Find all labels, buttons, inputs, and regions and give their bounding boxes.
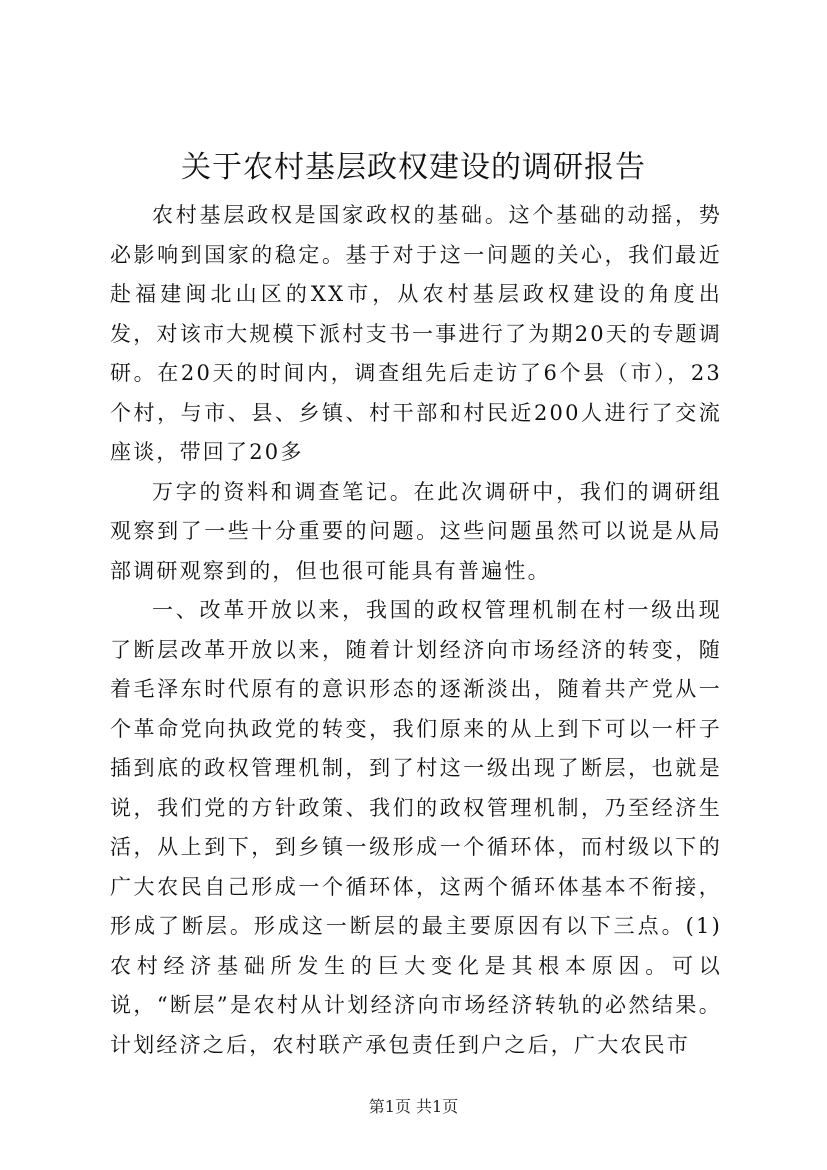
document-body bbox=[110, 196, 722, 1065]
paragraph-1: 农村基层政权是国家政权的基础。这个基础的动摇，势必影响到国家的稳定。基于对于这一问题的关心，我们最近赴福建闽北山区的XX市，从农村基层政权建设的角度出发，对该市大规模下派村支书一事进行了为期20天的专题调研。在20天的时间内，调查组先后走访了6个县（市），23个村，与市、县、乡镇、村干部和村民近200人进行了交流座谈，带回了20多 bbox=[110, 203, 722, 464]
paragraph-2: 万字的资料和调查笔记。在此次调研中，我们的调研组观察到了一些十分重要的问题。这些问题虽然可以说是从局部调研观察到的，但也很可能具有普遍性。 bbox=[110, 479, 722, 583]
paragraph-3: 一、改革开放以来，我国的政权管理机制在村一级出现了断层改革开放以来，随着计划经济向市场经济的转变，随着毛泽东时代原有的意识形态的逐渐淡出，随着共产党从一个革命党向执政党的转变，我们原来的从上到下可以一杆子插到底的政权管理机制，到了村这一级出现了断层，也就是说，我们党的方针政策、我们的政权管理机制，乃至经济生活，从上到下，到乡镇一级形成一个循环体，而村级以下的广大农民自己形成一个循环体，这两个循环体基本不衔接，形成了断层。形成这一断层的最主要原因有以下三点。(1)农村经济基础所发生的巨大变化是其根本原因。可以说，“断层”是农村从计划经济向市场经济转轨的必然结果。计划经济之后，农村联产承包责任到户之后，广大农民市 bbox=[110, 598, 722, 1057]
page-footer: 第1页 共1页 bbox=[368, 1097, 459, 1116]
document-title: 关于农村基层政权建设的调研报告 bbox=[181, 150, 646, 185]
